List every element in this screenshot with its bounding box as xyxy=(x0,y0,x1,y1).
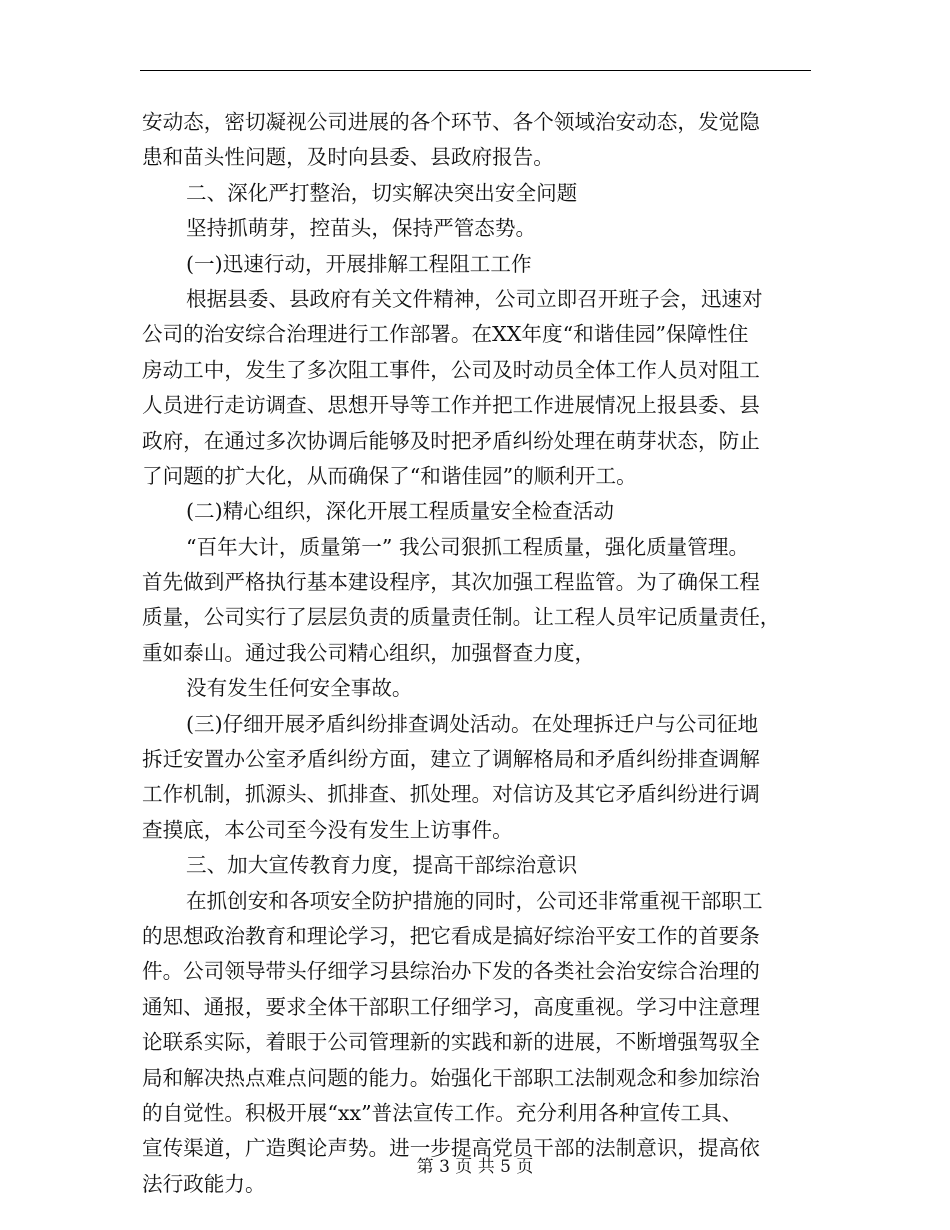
text-line: 局和解决热点难点问题的能力。始强化干部职工法制观念和参加综治 xyxy=(142,1065,760,1090)
text-line: 在抓创安和各项安全防护措施的同时，公司还非常重视干部职工 xyxy=(186,888,763,913)
text-line: 的自觉性。积极开展“xx”普法宣传工作。充分利用各种宣传工具、 xyxy=(142,1100,743,1125)
text-line: 三、加大宣传教育力度，提高干部综治意识 xyxy=(186,853,578,878)
text-line: 根据县委、县政府有关文件精神，公司立即召开班子会，迅速对 xyxy=(186,286,763,311)
text-line: 公司的治安综合治理进行工作部署。在XX年度“和谐佳园”保障性住 xyxy=(142,322,749,347)
text-line: 质量，公司实行了层层负责的质量责任制。让工程人员牢记质量责任， xyxy=(142,605,781,630)
text-line: 患和苗头性问题，及时向县委、县政府报告。 xyxy=(142,145,554,170)
text-line: 通知、通报，要求全体干部职工仔细学习，高度重视。学习中注意理 xyxy=(142,994,760,1019)
text-line: 拆迁安置办公室矛盾纠纷方面，建立了调解格局和矛盾纠纷排查调解 xyxy=(142,747,760,772)
text-line: 工作机制，抓源头、抓排查、抓处理。对信访及其它矛盾纠纷进行调 xyxy=(142,782,760,807)
text-line: (一)迅速行动，开展排解工程阻工工作 xyxy=(186,251,532,276)
text-line: 首先做到严格执行基本建设程序，其次加强工程监管。为了确保工程 xyxy=(142,570,760,595)
text-line: 宣传渠道，广造舆论声势。进一步提高党员干部的法制意识，提高依 xyxy=(142,1136,760,1161)
text-line: 人员进行走访调查、思想开导等工作并把工作进展情况上报县委、县 xyxy=(142,393,760,418)
text-line: 安动态，密切凝视公司进展的各个环节、各个领域治安动态，发觉隐 xyxy=(142,110,760,134)
text-line: 了问题的扩大化，从而确保了“和谐佳园”的顺利开工。 xyxy=(142,463,637,488)
text-line: 查摸底，本公司至今没有发生上访事件。 xyxy=(142,817,513,842)
page-number: 第 3 页 共 5 页 xyxy=(416,1157,534,1177)
text-line: 的思想政治教育和理论学习，把它看成是搞好综治平安工作的首要条 xyxy=(142,923,760,948)
text-line: 坚持抓萌芽，控苗头，保持严管态势。 xyxy=(186,216,537,241)
text-line: “百年大计，质量第一” 我公司狠抓工程质量，强化质量管理。 xyxy=(186,534,750,559)
text-line: 重如泰山。通过我公司精心组织，加强督查力度， xyxy=(142,640,596,665)
text-line: 二、深化严打整治，切实解决突出安全问题 xyxy=(186,180,578,205)
text-line: 没有发生任何安全事故。 xyxy=(186,676,413,701)
text-line: (三)仔细开展矛盾纠纷排查调处活动。在处理拆迁户与公司征地 xyxy=(186,711,759,736)
document-body xyxy=(142,105,814,1202)
header-rule xyxy=(140,70,811,71)
text-line: 件。公司领导带头仔细学习县综治办下发的各类社会治安综合治理的 xyxy=(142,959,760,984)
text-line: 房动工中，发生了多次阻工事件，公司及时动员全体工作人员对阻工 xyxy=(142,357,760,382)
text-line: (二)精心组织，深化开展工程质量安全检查活动 xyxy=(186,499,614,524)
text-line: 论联系实际，着眼于公司管理新的实践和新的进展，不断增强驾驭全 xyxy=(142,1030,760,1055)
text-line: 政府，在通过多次协调后能够及时把矛盾纠纷处理在萌芽状态，防止 xyxy=(142,428,760,453)
text-line: 法行政能力。 xyxy=(142,1171,266,1196)
